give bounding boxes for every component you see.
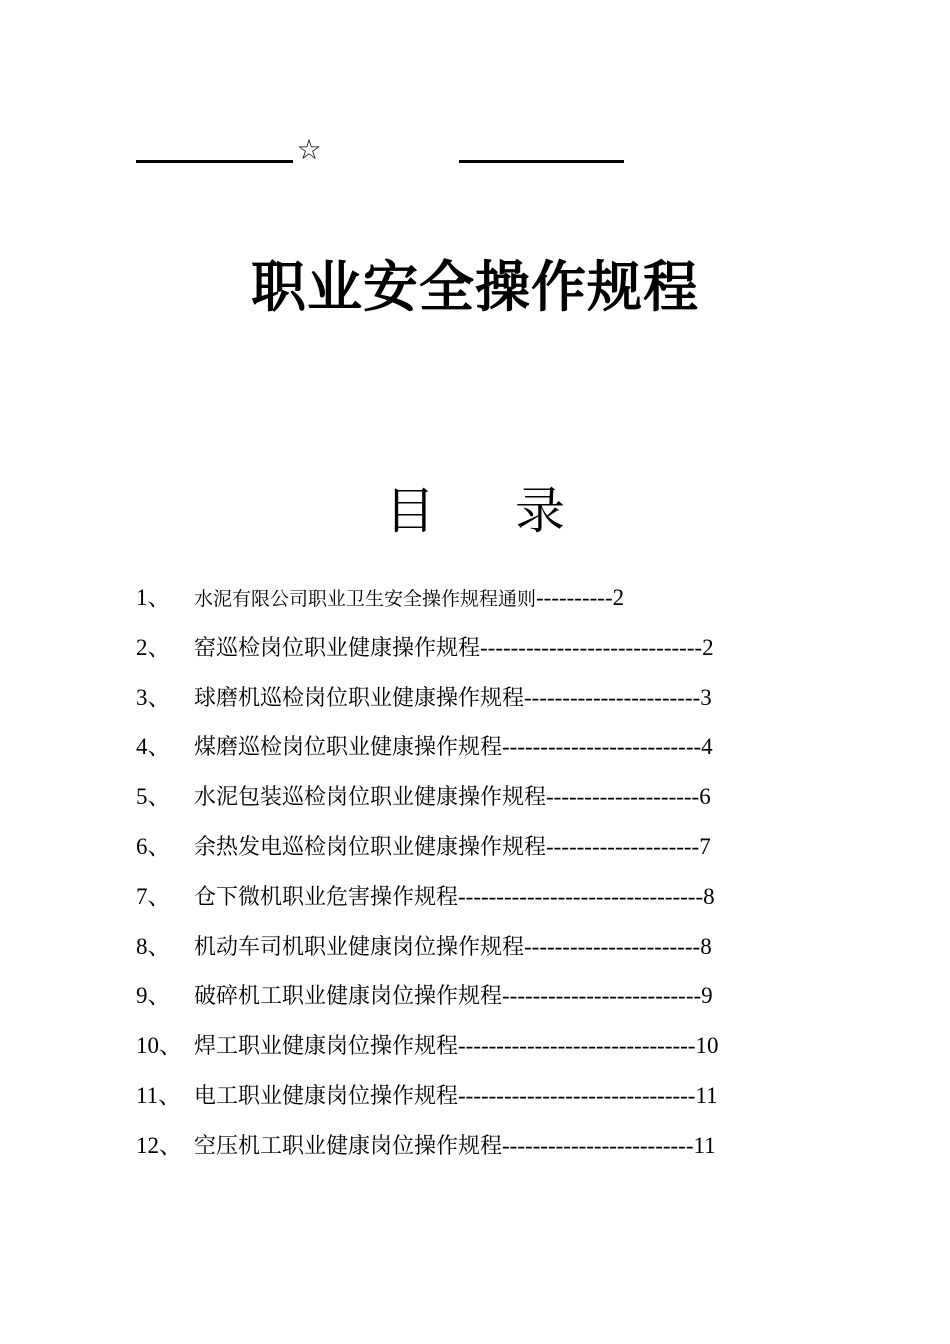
toc-item-number: 3、: [136, 684, 171, 710]
toc-item-title: 窑巡检岗位职业健康操作规程: [194, 635, 481, 661]
toc-item-leader: --------------------------: [502, 983, 702, 1009]
toc-item-number: 4、: [136, 734, 171, 760]
toc-item-leader: --------------------------: [502, 734, 702, 760]
toc-item-leader: -----------------------------: [480, 634, 703, 660]
toc-item-title: 焊工职业健康岗位操作规程: [194, 1034, 459, 1060]
toc-item-leader: ----------: [536, 585, 613, 610]
toc-item-page: 11: [693, 1132, 716, 1158]
toc-item-number: 5、: [136, 784, 171, 810]
toc-list: [136, 580, 816, 1178]
toc-item-number: 12、: [136, 1132, 182, 1158]
toc-item-page: 10: [695, 1033, 719, 1059]
toc-item[interactable]: [136, 1128, 816, 1178]
toc-item[interactable]: [136, 879, 816, 929]
toc-item-page: 8: [700, 933, 712, 959]
toc-item[interactable]: [136, 630, 816, 680]
toc-item-title: 仓下微机职业危害操作规程: [194, 884, 459, 910]
toc-item-page: 2: [702, 634, 714, 660]
toc-heading-left: 目: [385, 482, 435, 540]
toc-item-title: 水泥有限公司职业卫生安全操作规程通则: [194, 588, 537, 610]
toc-item-title: 机动车司机职业健康岗位操作规程: [194, 934, 525, 960]
toc-item[interactable]: [136, 779, 816, 829]
toc-item-number: 2、: [136, 634, 171, 660]
toc-item-page: 4: [701, 734, 713, 760]
toc-item[interactable]: [136, 978, 816, 1028]
toc-item-leader: -------------------------------: [458, 1082, 696, 1108]
toc-item-page: 8: [703, 883, 715, 909]
toc-item-page: 6: [699, 784, 711, 810]
toc-item-page: 11: [695, 1082, 718, 1108]
toc-item[interactable]: [136, 929, 816, 979]
toc-item-title: 水泥包装巡检岗位职业健康操作规程: [194, 785, 547, 811]
toc-item-leader: -------------------------------: [458, 1033, 696, 1059]
toc-item-title: 余热发电巡检岗位职业健康操作规程: [194, 834, 547, 860]
document-title: 职业安全操作规程: [250, 255, 699, 319]
toc-item-number: 6、: [136, 833, 171, 859]
toc-heading-right: 录: [515, 482, 565, 540]
toc-item[interactable]: [136, 680, 816, 730]
toc-item-page: 3: [700, 684, 712, 710]
toc-item-number: 10、: [136, 1033, 182, 1059]
toc-item-leader: --------------------------------: [458, 883, 704, 909]
toc-item-leader: -----------------------: [524, 684, 701, 710]
star-icon: ☆: [296, 133, 322, 166]
toc-item-page: 7: [699, 833, 711, 859]
toc-item[interactable]: [136, 580, 816, 630]
toc-item-title: 煤磨巡检岗位职业健康操作规程: [194, 735, 503, 761]
toc-item-title: 破碎机工职业健康岗位操作规程: [194, 984, 503, 1010]
toc-item-page: 9: [701, 983, 713, 1009]
header-rule-right: [459, 160, 624, 163]
toc-item[interactable]: [136, 1028, 816, 1078]
toc-item[interactable]: [136, 1078, 816, 1128]
toc-item-title: 球磨机巡检岗位职业健康操作规程: [194, 685, 525, 711]
toc-item-number: 11、: [136, 1082, 182, 1108]
toc-item[interactable]: [136, 829, 816, 879]
toc-item-page: 2: [612, 585, 625, 610]
toc-item-number: 7、: [136, 883, 171, 909]
toc-item-number: 1、: [136, 585, 171, 610]
header-decoration: [136, 134, 488, 166]
toc-item-number: 8、: [136, 933, 171, 959]
toc-item-leader: -------------------------: [502, 1132, 694, 1158]
header-rule-left: [136, 160, 293, 163]
toc-item-number: 9、: [136, 983, 171, 1009]
toc-item-leader: --------------------: [546, 784, 700, 810]
toc-item-leader: -----------------------: [524, 933, 701, 959]
toc-heading: [0, 478, 950, 544]
toc-item-title: 电工职业健康岗位操作规程: [194, 1083, 459, 1109]
toc-item-title: 空压机工职业健康岗位操作规程: [194, 1133, 503, 1159]
toc-item-leader: --------------------: [546, 833, 700, 859]
toc-item[interactable]: [136, 729, 816, 779]
